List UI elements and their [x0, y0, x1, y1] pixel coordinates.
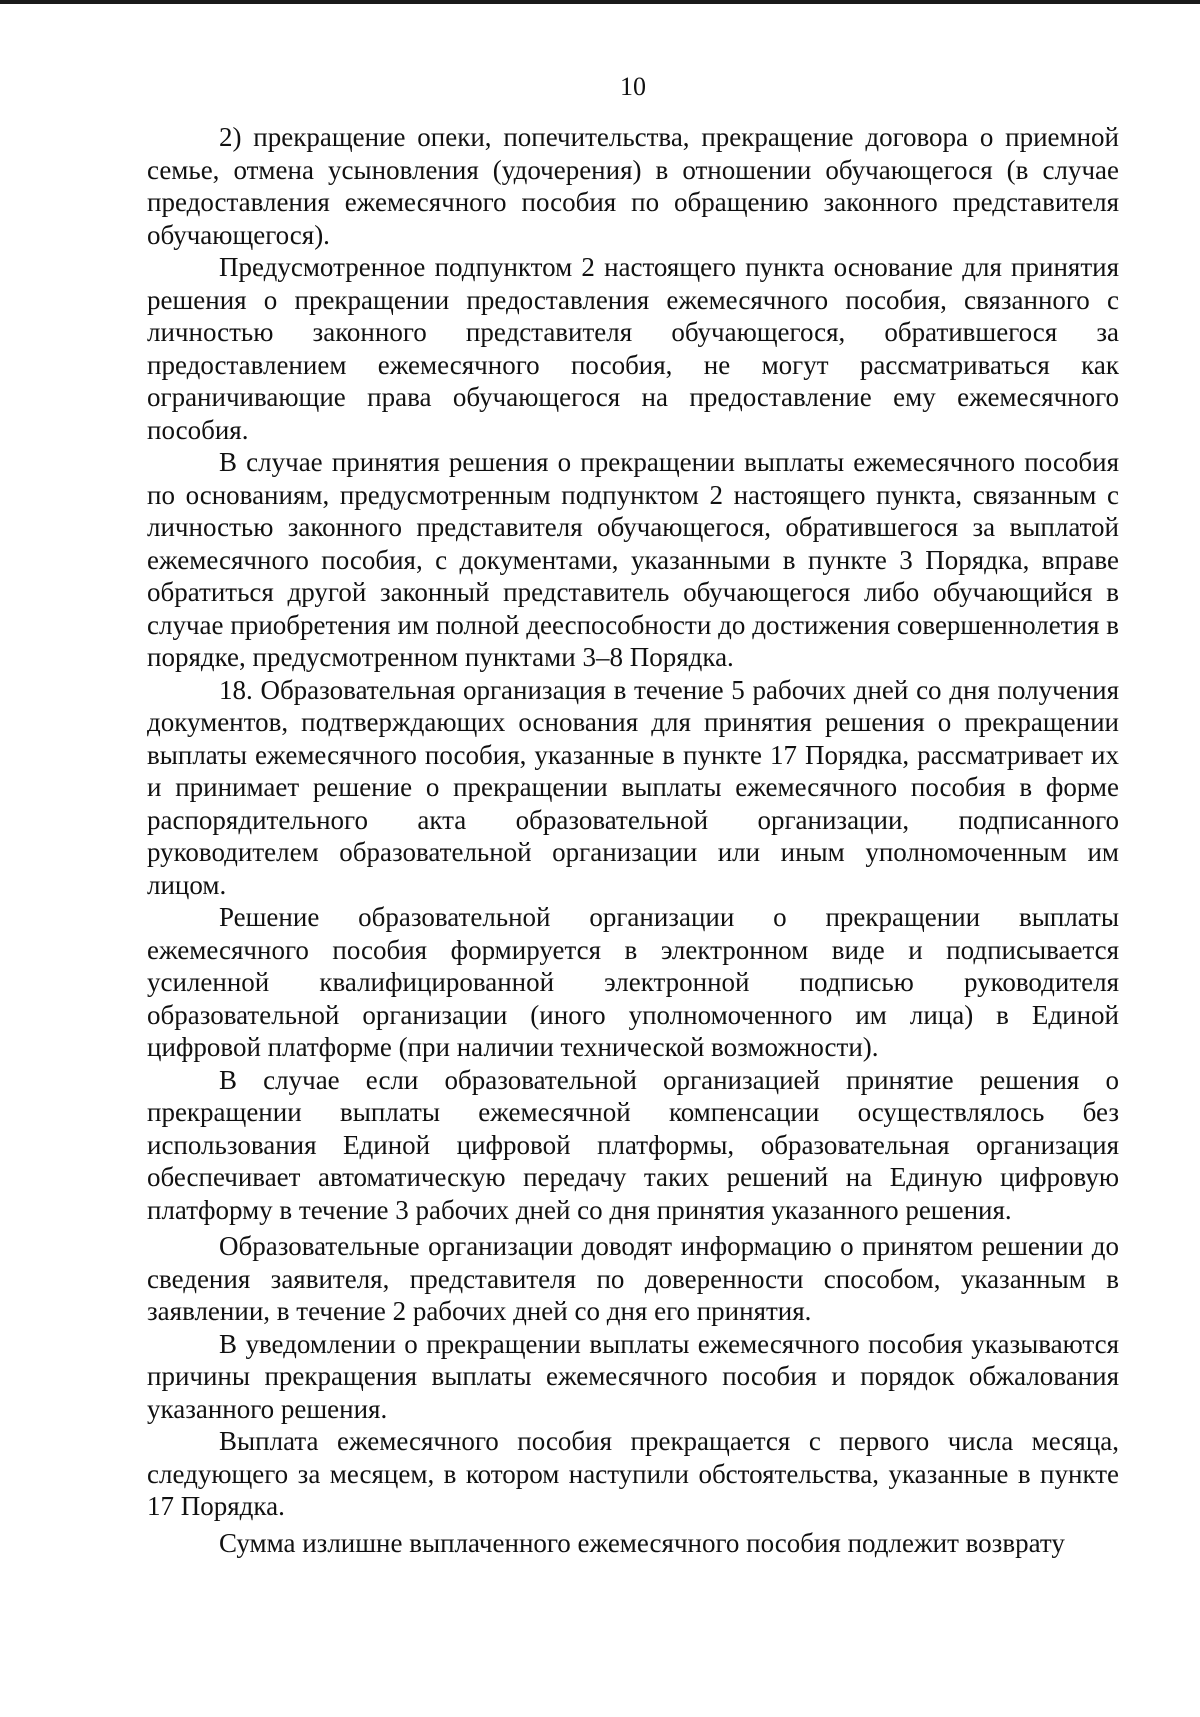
paragraph-payment-stops: Выплата ежемесячного пособия прекращается с первого числа месяца, следующего за месяцем, в котором наступили обстоятельства, указанные в пункте 17 Порядка. — [147, 1426, 1119, 1521]
document-page — [147, 72, 1119, 1559]
paragraph-other-representative: В случае принятия решения о прекращении выплаты ежемесячного пособия по основаниям, предусмотренным подпунктом 2 настоящего пункта, связанным с личностью законного представителя обучающегося, обратившегося за выплатой ежемесячного пособия, с документами, указанными в пункте 3 Порядка, вправе обратиться другой законный представитель обучающегося либо обучающийся в случае приобретения им полной дееспособности до достижения совершеннолетия в порядке, предусмотренном пунктами 3–8 Порядка. — [147, 447, 1119, 672]
paragraph-item-18: 18. Образовательная организация в течение 5 рабочих дней со дня получения документов, подтверждающих основания для принятия решения о прекращении выплаты ежемесячного пособия, указанные в пункте 17 Порядка, рассматривает их и принимает решение о прекращении выплаты ежемесячного пособия в форме распорядительного акта образовательной организации, подписанного руководителем образовательной организации или иным уполномоченным им лицом. — [147, 674, 1119, 900]
scan-top-edge — [0, 0, 1200, 4]
paragraph-notification-contents: В уведомлении о прекращении выплаты ежемесячного пособия указываются причины прекращения выплаты ежемесячного пособия и порядок обжалования указанного решения. — [147, 1328, 1119, 1424]
paragraph-grounds-not-restrictive: Предусмотренное подпунктом 2 настоящего пункта основание для принятия решения о прекращении предоставления ежемесячного пособия, связанного с личностью законного представителя обучающегося, обратившегося за предоставлением ежемесячного пособия, не могут рассматриваться как ограничивающие права обучающегося на предоставление ему ежемесячного пособия. — [147, 252, 1119, 445]
paragraph-automatic-transfer: В случае если образовательной организацией принятие решения о прекращении выплаты ежемесячной компенсации осуществлялось без использования Единой цифровой платформы, образовательная организация обеспечивает автоматическую передачу таких решений на Единую цифровую платформу в течение 3 рабочих дней со дня принятия указанного решения. — [147, 1064, 1119, 1225]
paragraph-notify-applicant: Образовательные организации доводят информацию о принятом решении до сведения заявителя, представителя по доверенности способом, указанным в заявлении, в течение 2 рабочих дней со дня его принятия. — [147, 1231, 1119, 1326]
paragraph-electronic-decision: Решение образовательной организации о прекращении выплаты ежемесячного пособия формируется в электронном виде и подписывается усиленной квалифицированной электронной подписью руководителя образовательной организации (иного уполномоченного им лица) в Единой цифровой платформе (при наличии технической возможности). — [147, 902, 1119, 1062]
paragraph-overpayment-return: Сумма излишне выплаченного ежемесячного пособия подлежит возврату — [219, 1527, 1065, 1558]
paragraph-termination-guardianship: 2) прекращение опеки, попечительства, прекращение договора о приемной семье, отмена усыновления (удочерения) в отношении обучающегося (в случае предоставления ежемесячного пособия по обращению законного представителя обучающегося). — [147, 122, 1119, 250]
page-number: 10 — [620, 72, 646, 101]
